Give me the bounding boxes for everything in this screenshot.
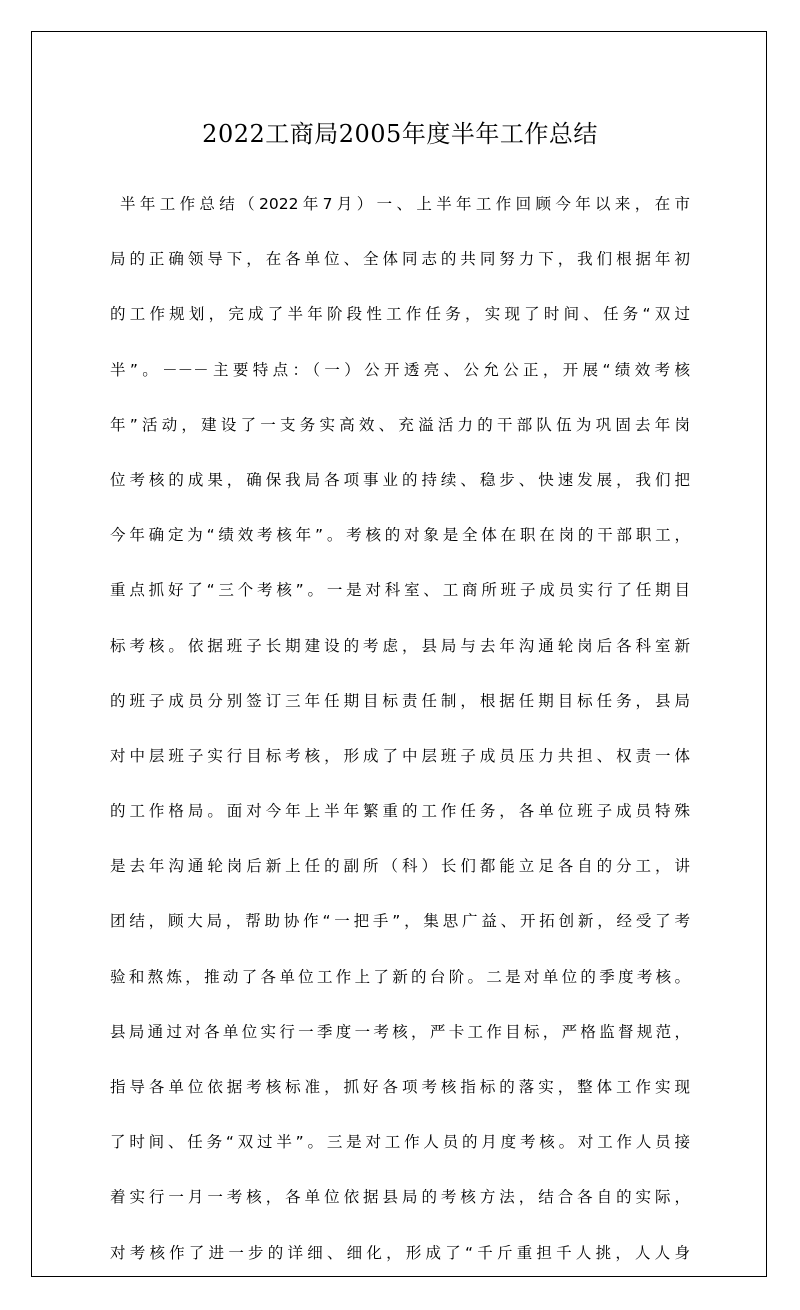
body-line: 的班子成员分别签订三年任期目标责任制，根据任期目标任务，县局	[110, 691, 690, 710]
body-line: 今年确定为“绩效考核年”。考核的对象是全体在职在岗的干部职工，	[110, 526, 690, 545]
body-line: 标考核。依据班子长期建设的考虑，县局与去年沟通轮岗后各科室新	[110, 636, 690, 655]
body-line: 了时间、任务“双过半”。三是对工作人员的月度考核。对工作人员接	[110, 1133, 690, 1152]
body-line: 对中层班子实行目标考核，形成了中层班子成员压力共担、权责一体	[110, 746, 690, 765]
body-line: 验和熬炼，推动了各单位工作上了新的台阶。二是对单位的季度考核。	[110, 967, 690, 986]
document-title: 2022工商局2005年度半年工作总结	[202, 120, 598, 148]
body-line: 的工作规划，完成了半年阶段性工作任务，实现了时间、任务“双过	[110, 305, 690, 324]
body-line: 对考核作了进一步的详细、细化，形成了“千斤重担千人挑，人人身	[110, 1243, 690, 1262]
document-body	[110, 190, 690, 1294]
body-line: 是去年沟通轮岗后新上任的副所（科）长们都能立足各自的分工，讲	[110, 857, 690, 876]
body-line: 半”。－－－主要特点：（一）公开透亮、公允公正，开展“绩效考核	[110, 360, 690, 379]
body-line: 的工作格局。面对今年上半年繁重的工作任务，各单位班子成员特殊	[110, 802, 690, 821]
body-line: 半年工作总结（2022年7月）一、上半年工作回顾今年以来，在市	[120, 195, 690, 213]
body-line: 年”活动，建设了一支务实高效、充溢活力的干部队伍为巩固去年岗	[110, 415, 690, 434]
body-line: 指导各单位依据考核标准，抓好各项考核指标的落实，整体工作实现	[110, 1078, 690, 1096]
body-line: 重点抓好了“三个考核”。一是对科室、工商所班子成员实行了任期目	[110, 581, 690, 600]
body-line: 局的正确领导下，在各单位、全体同志的共同努力下，我们根据年初	[110, 250, 690, 269]
body-line: 团结，顾大局，帮助协作“一把手”，集思广益、开拓创新，经受了考	[110, 912, 690, 931]
body-line: 位考核的成果，确保我局各项事业的持续、稳步、快速发展，我们把	[110, 470, 690, 489]
body-line: 着实行一月一考核，各单位依据县局的考核方法，结合各自的实际，	[110, 1188, 690, 1207]
body-line: 县局通过对各单位实行一季度一考核，严卡工作目标，严格监督规范，	[110, 1022, 690, 1041]
